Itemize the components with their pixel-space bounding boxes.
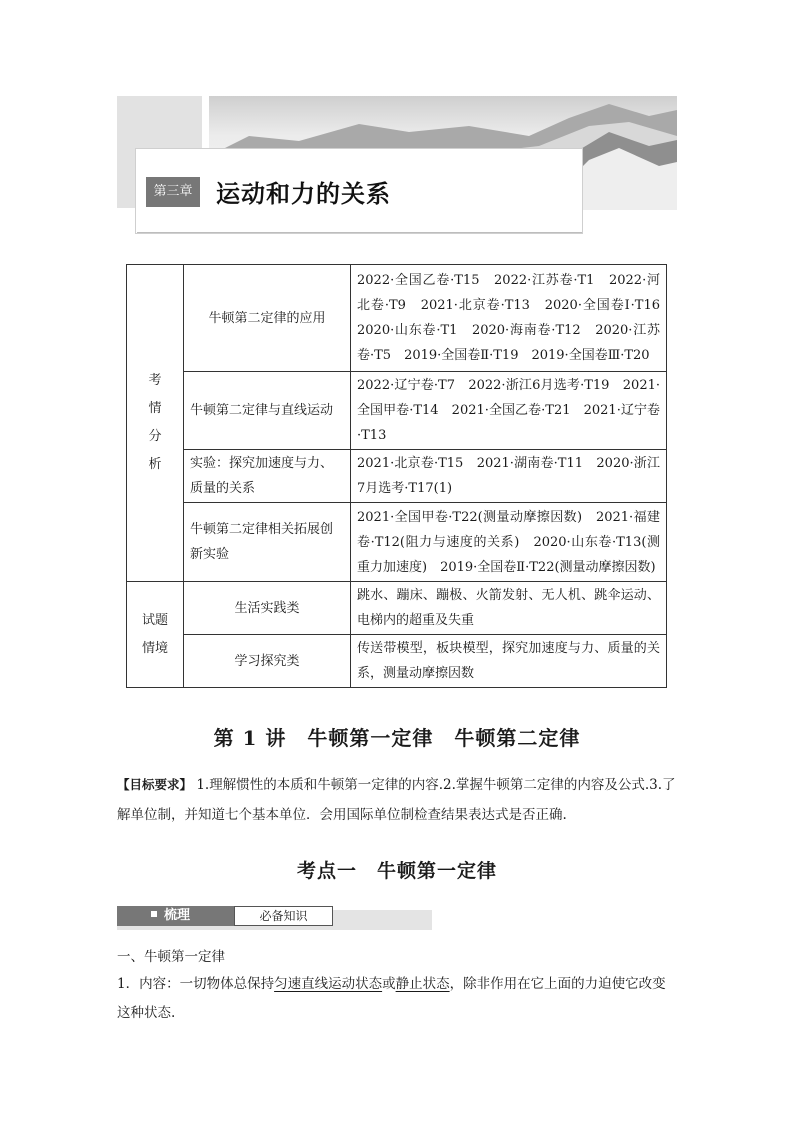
goal-requirements <box>117 770 677 830</box>
content-heading: 一、牛顿第一定律 <box>117 949 225 965</box>
content-paragraph-1: 1．内容：一切物体总保持匀速直线运动状态或静止状态，除非作用在它上面的力迫使它改变这种状态. <box>117 976 666 1021</box>
refs-cell: 跳水、蹦床、蹦极、火箭发射、无人机、跳伞运动、电梯内的超重及失重 <box>351 582 667 635</box>
table-row <box>127 450 667 503</box>
section-bar <box>117 906 432 930</box>
group-label-scenario: 试题 情境 <box>127 582 184 688</box>
goal-tag: 【目标要求】 <box>117 777 193 792</box>
refs-cell: 2022·辽宁卷·T7 2022·浙江6月选考·T19 2021·全国甲卷·T14 2021·全国乙卷·T21 2021·辽宁卷·T13 <box>351 372 667 450</box>
banner-rule <box>137 232 582 233</box>
refs-cell: 2022·全国乙卷·T15 2022·江苏卷·T1 2022·河北卷·T9 2021·北京卷·T13 2020·全国卷Ⅰ·T16 2020·山东卷·T1 2020·海南卷·T12 2020·江苏卷·T5 2019·全国卷Ⅱ·T19 2019·全国卷Ⅲ·T20 <box>351 265 667 372</box>
group-label-analysis: 考 情 分 析 <box>127 265 184 582</box>
goal-text: 1.理解惯性的本质和牛顿第一定律的内容.2.掌握牛顿第二定律的内容及公式.3.了解单位制，并知道七个基本单位．会用国际单位制检查结果表达式是否正确. <box>117 777 676 823</box>
table-row <box>127 635 667 688</box>
topic-cell: 牛顿第二定律的应用 <box>184 265 351 372</box>
underlined-term: 静止状态 <box>395 976 450 992</box>
lesson-title: 第 1 讲 牛顿第一定律 牛顿第二定律 <box>213 726 581 750</box>
table-row <box>127 503 667 582</box>
chapter-title: 运动和力的关系 <box>216 180 391 208</box>
table-row <box>127 582 667 635</box>
section-tag: 梳理 <box>117 906 234 926</box>
section-subtag: 必备知识 <box>234 906 333 926</box>
exam-analysis-table <box>126 264 674 688</box>
refs-cell: 2021·全国甲卷·T22(测量动摩擦因数) 2021·福建卷·T12(阻力与速度的关系) 2020·山东卷·T13(测重力加速度) 2019·全国卷Ⅱ·T22(测量动摩擦因数) <box>351 503 667 582</box>
topic-cell: 生活实践类 <box>184 582 351 635</box>
refs-cell: 2021·北京卷·T15 2021·湖南卷·T11 2020·浙江7月选考·T17(1) <box>351 450 667 503</box>
table-row <box>127 372 667 450</box>
topic-cell: 实验：探究加速度与力、质量的关系 <box>184 450 351 503</box>
topic-cell: 牛顿第二定律相关拓展创新实验 <box>184 503 351 582</box>
underlined-term: 匀速直线运动状态 <box>274 976 383 992</box>
refs-cell: 传送带模型，板块模型，探究加速度与力、质量的关系，测量动摩擦因数 <box>351 635 667 688</box>
chapter-badge: 第三章 <box>146 177 200 207</box>
topic-cell: 学习探究类 <box>184 635 351 688</box>
topic-cell: 牛顿第二定律与直线运动 <box>184 372 351 450</box>
table-row <box>127 265 667 372</box>
chapter-banner <box>117 96 677 236</box>
square-bullet-icon <box>151 911 157 917</box>
kaodian-title: 考点一 牛顿第一定律 <box>296 860 497 882</box>
